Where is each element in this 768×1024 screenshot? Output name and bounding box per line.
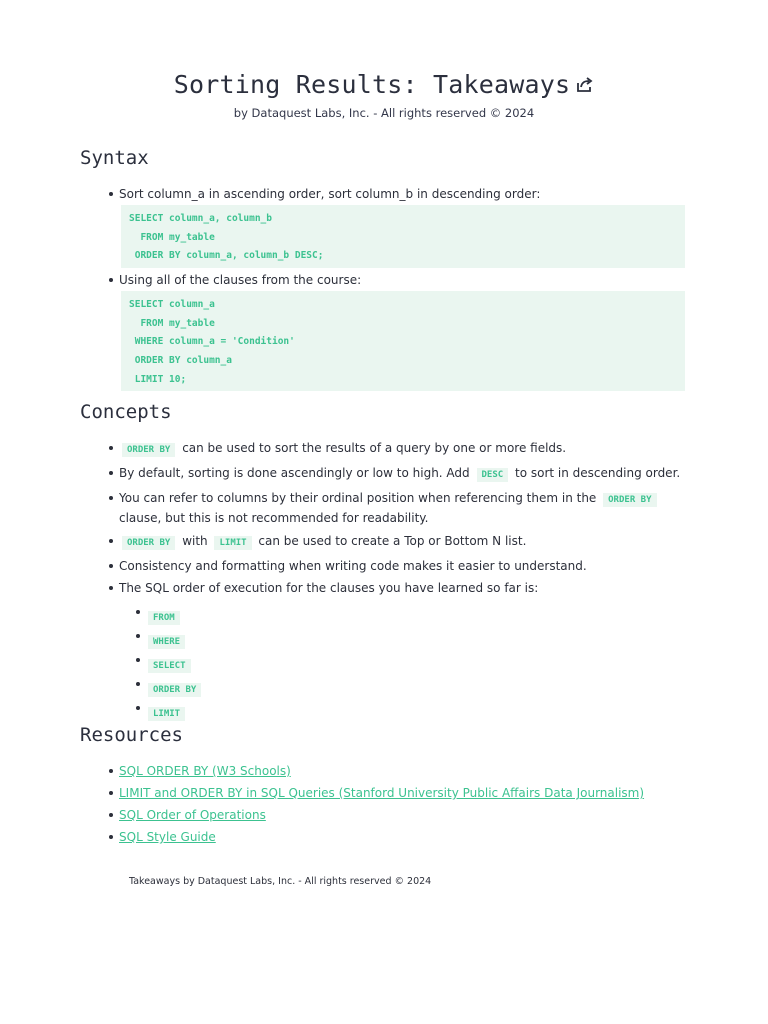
inline-code: SELECT [148, 659, 191, 673]
inline-code: ORDER BY [603, 493, 656, 507]
inline-code: LIMIT [148, 707, 185, 721]
list-item [106, 464, 696, 484]
page-title-row [0, 70, 768, 101]
code-block: SELECT column_a FROM my_table WHERE column_a = 'Condition' ORDER BY column_a LIMIT 10; [121, 291, 685, 391]
list-item [106, 677, 696, 701]
inline-code: WHERE [148, 635, 185, 649]
syntax-item-text: Using all of the clauses from the course: [119, 273, 362, 287]
list-item [106, 532, 696, 552]
list-item [106, 557, 696, 575]
list-item [106, 629, 696, 653]
resources-heading: Resources [80, 724, 183, 746]
inline-code: ORDER BY [148, 683, 201, 697]
byline: by Dataquest Labs, Inc. - All rights reserved © 2024 [233, 106, 535, 120]
concept-text: The SQL order of execution for the clauses you have learned so far is: [119, 581, 539, 595]
syntax-heading: Syntax [80, 147, 149, 169]
inline-code: ORDER BY [122, 443, 175, 457]
list-item [106, 185, 696, 268]
concept-text: By default, sorting is done ascendingly or low to high. Add [119, 466, 470, 480]
share-external-icon[interactable] [576, 70, 594, 99]
list-item [106, 828, 696, 846]
list-item [106, 806, 696, 824]
code-block: SELECT column_a, column_b FROM my_table ORDER BY column_a, column_b DESC; [121, 205, 685, 268]
resource-link[interactable]: SQL Style Guide [119, 830, 216, 844]
concept-text: can be used to create a Top or Bottom N list. [258, 534, 527, 548]
resources-list [106, 762, 696, 846]
list-item [106, 653, 696, 677]
syntax-item-text: Sort column_a in ascending order, sort column_b in descending order: [119, 187, 541, 201]
list-item [106, 784, 696, 802]
list-item [106, 579, 696, 725]
list-item [106, 762, 696, 780]
inline-code: FROM [148, 611, 180, 625]
page-title: Sorting Results: Takeaways [173, 70, 571, 99]
list-item [106, 439, 696, 459]
concept-text: clause, but this is not recommended for readability. [119, 511, 429, 525]
list-item [106, 489, 696, 527]
concept-text: to sort in descending order. [515, 466, 681, 480]
resource-link[interactable]: LIMIT and ORDER BY in SQL Queries (Stanford University Public Affairs Data Journalism) [119, 786, 645, 800]
inline-code: LIMIT [214, 536, 251, 550]
list-item [106, 271, 696, 391]
concepts-list [106, 439, 696, 725]
list-item [106, 605, 696, 629]
resource-link[interactable]: SQL Order of Operations [119, 808, 266, 822]
resource-link[interactable]: SQL ORDER BY (W3 Schools) [119, 764, 291, 778]
concepts-heading: Concepts [80, 401, 172, 423]
list-item [106, 701, 696, 725]
concept-text: with [182, 534, 208, 548]
execution-order-list [106, 605, 696, 725]
concept-text: You can refer to columns by their ordinal position when referencing them in the [119, 491, 597, 505]
footer-text: Takeaways by Dataquest Labs, Inc. - All rights reserved © 2024 [129, 876, 432, 887]
inline-code: DESC [477, 468, 509, 482]
concept-text: Consistency and formatting when writing code makes it easier to understand. [119, 559, 587, 573]
syntax-list [106, 185, 696, 391]
concept-text: can be used to sort the results of a query by one or more fields. [182, 441, 567, 455]
inline-code: ORDER BY [122, 536, 175, 550]
